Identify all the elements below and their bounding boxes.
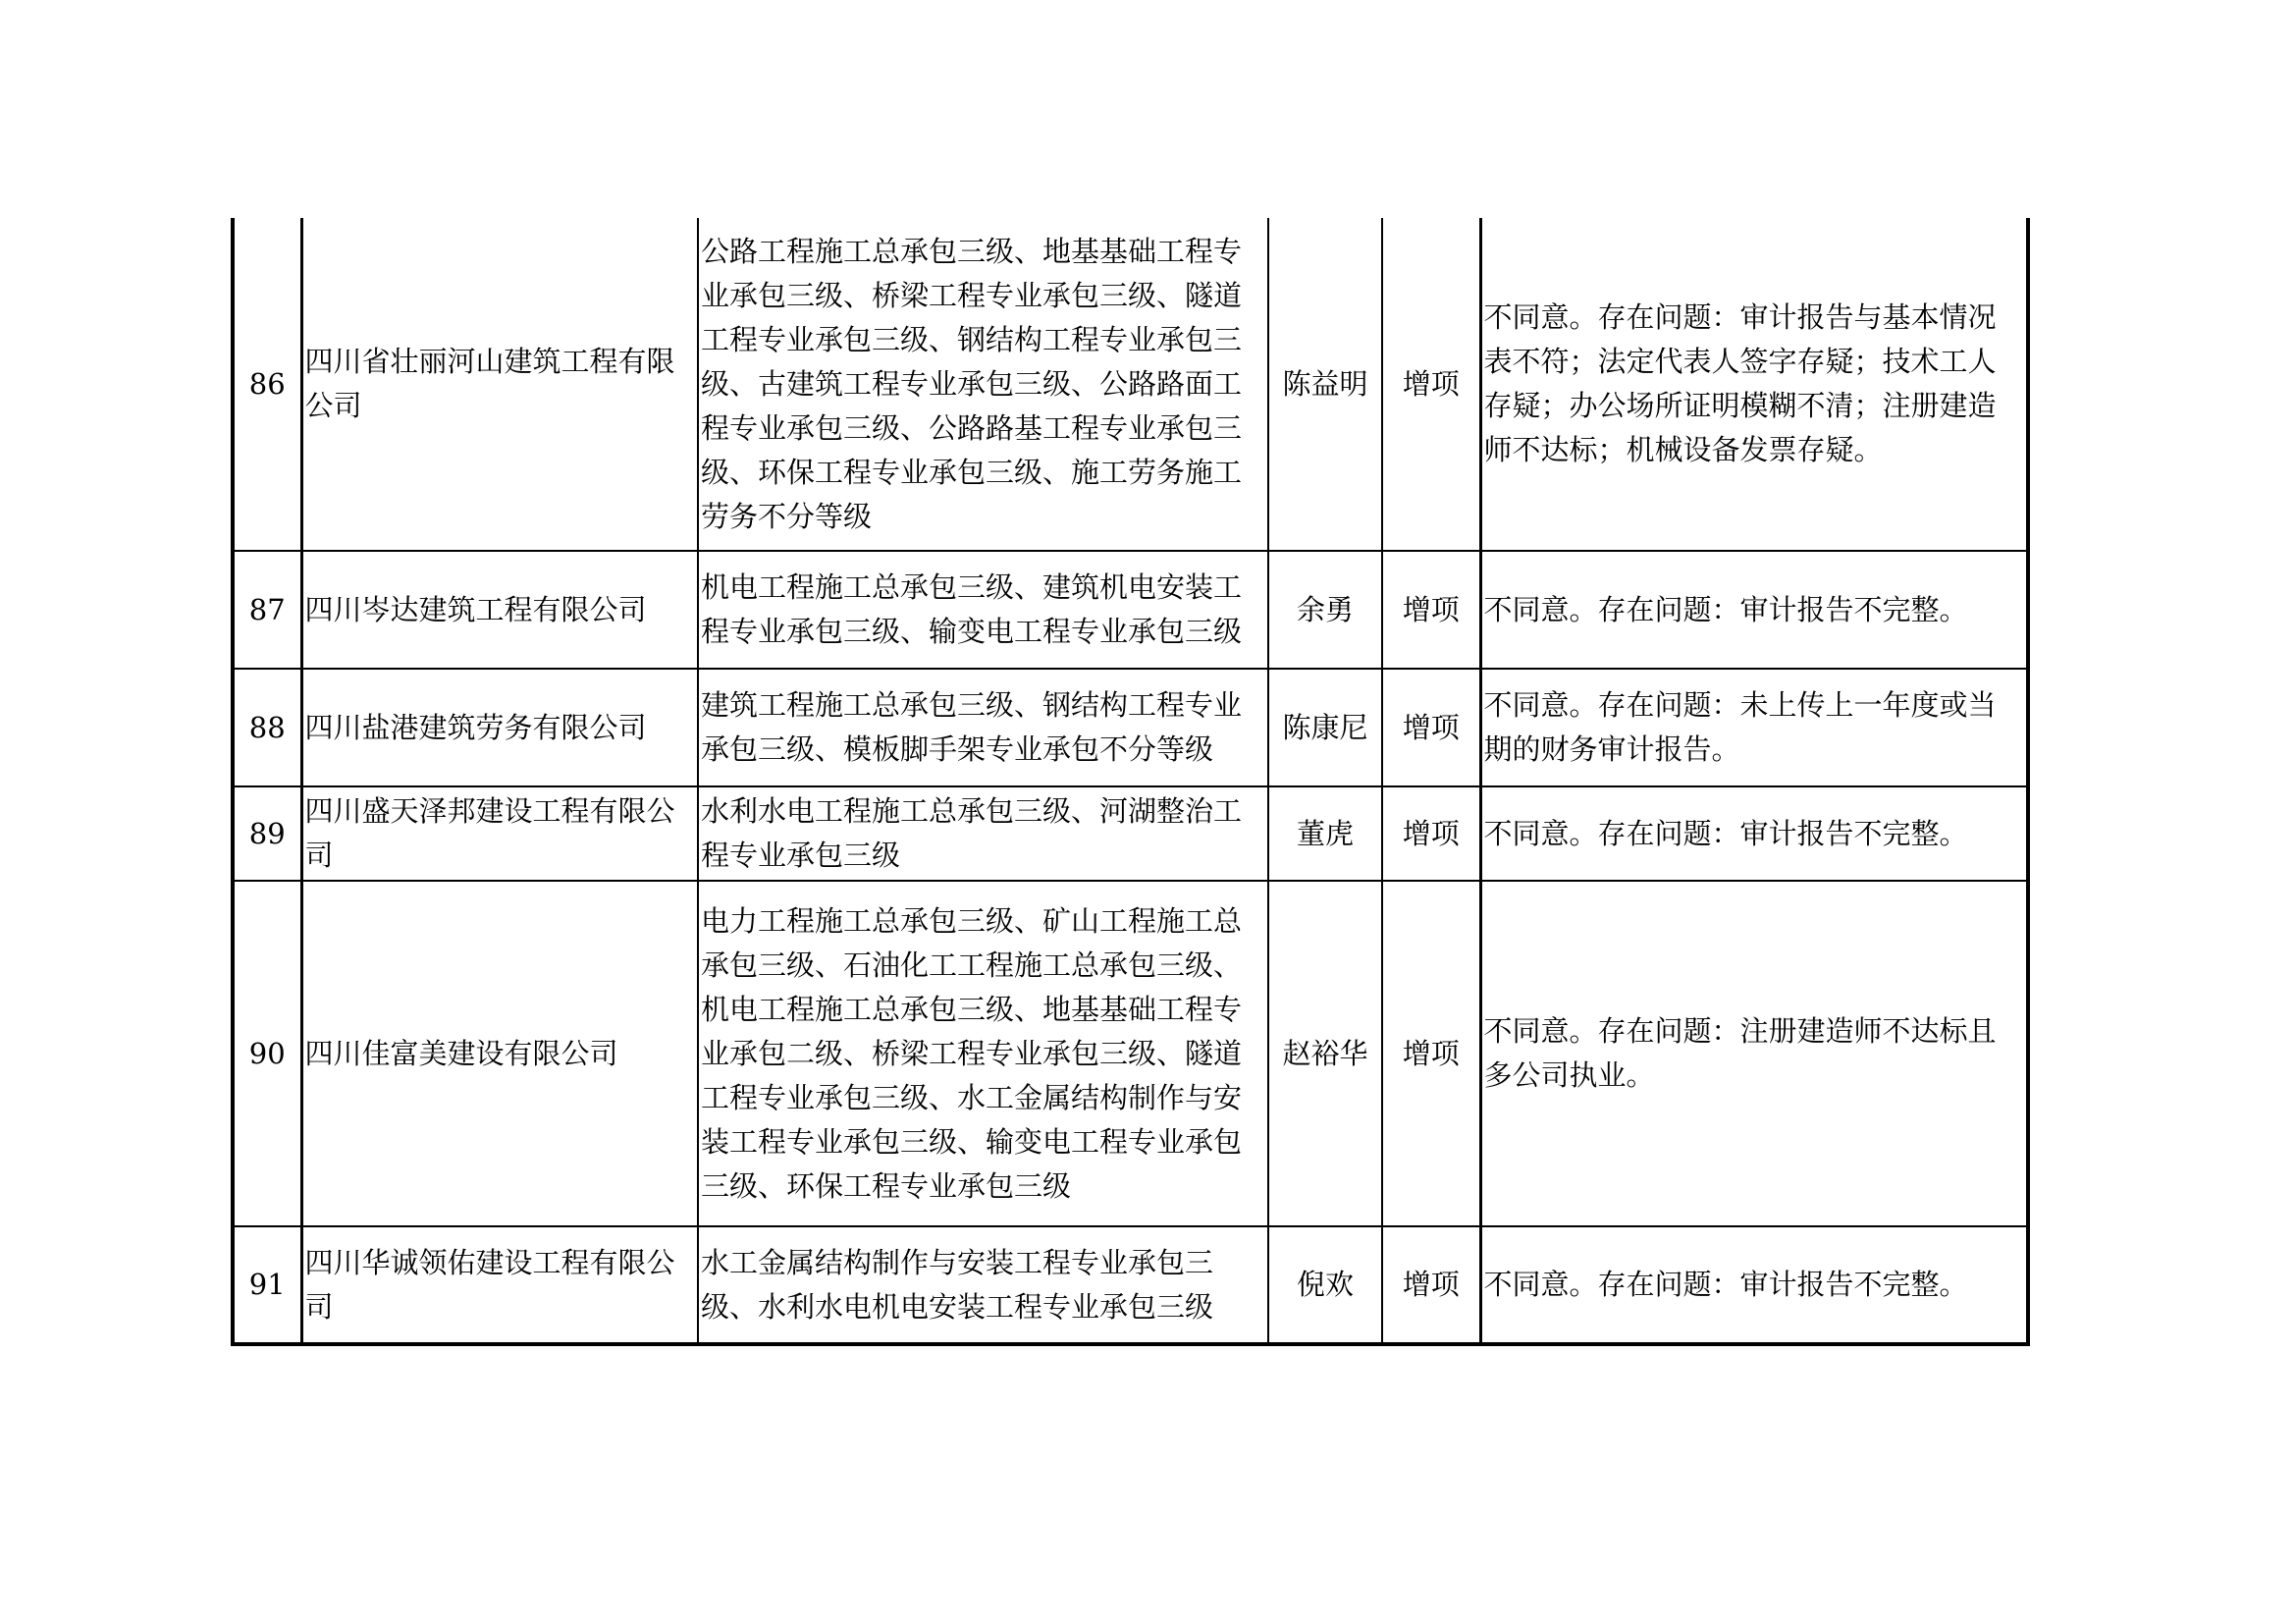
qualification-scope: 水工金属结构制作与安装工程专业承包三级、水利水电机电安装工程专业承包三级 <box>698 1226 1268 1344</box>
table-row <box>233 669 2028 786</box>
company-name: 四川盐港建筑劳务有限公司 <box>301 669 698 786</box>
application-type: 增项 <box>1382 669 1480 786</box>
legal-representative: 赵裕华 <box>1268 881 1382 1226</box>
application-type: 增项 <box>1382 218 1480 551</box>
company-name: 四川省壮丽河山建筑工程有限公司 <box>301 218 698 551</box>
review-opinion: 不同意。存在问题：未上传上一年度或当期的财务审计报告。 <box>1480 669 2028 786</box>
row-number: 91 <box>233 1226 301 1344</box>
row-number: 88 <box>233 669 301 786</box>
legal-representative: 倪欢 <box>1268 1226 1382 1344</box>
row-number: 90 <box>233 881 301 1226</box>
table-row <box>233 1226 2028 1344</box>
company-name: 四川华诚领佑建设工程有限公司 <box>301 1226 698 1344</box>
qualification-scope: 水利水电工程施工总承包三级、河湖整治工程专业承包三级 <box>698 786 1268 881</box>
qualification-scope: 公路工程施工总承包三级、地基基础工程专业承包三级、桥梁工程专业承包三级、隧道工程专业承包三级、钢结构工程专业承包三级、古建筑工程专业承包三级、公路路面工程专业承包三级、公路路基工程专业承包三级、环保工程专业承包三级、施工劳务施工劳务不分等级 <box>698 218 1268 551</box>
application-type: 增项 <box>1382 1226 1480 1344</box>
company-name: 四川岑达建筑工程有限公司 <box>301 551 698 669</box>
company-name: 四川佳富美建设有限公司 <box>301 881 698 1226</box>
qualification-scope: 建筑工程施工总承包三级、钢结构工程专业承包三级、模板脚手架专业承包不分等级 <box>698 669 1268 786</box>
legal-representative: 陈康尼 <box>1268 669 1382 786</box>
table-row <box>233 551 2028 669</box>
table-row <box>233 786 2028 881</box>
table-row <box>233 881 2028 1226</box>
review-opinion: 不同意。存在问题：审计报告与基本情况表不符；法定代表人签字存疑；技术工人存疑；办公场所证明模糊不清；注册建造师不达标；机械设备发票存疑。 <box>1480 218 2028 551</box>
legal-representative: 陈益明 <box>1268 218 1382 551</box>
company-name: 四川盛天泽邦建设工程有限公司 <box>301 786 698 881</box>
review-opinion: 不同意。存在问题：审计报告不完整。 <box>1480 1226 2028 1344</box>
table-row <box>233 218 2028 551</box>
application-type: 增项 <box>1382 786 1480 881</box>
application-type: 增项 <box>1382 551 1480 669</box>
legal-representative: 董虎 <box>1268 786 1382 881</box>
row-number: 89 <box>233 786 301 881</box>
application-type: 增项 <box>1382 881 1480 1226</box>
review-table <box>231 218 2030 1346</box>
review-opinion: 不同意。存在问题：审计报告不完整。 <box>1480 786 2028 881</box>
row-number: 87 <box>233 551 301 669</box>
qualification-scope: 电力工程施工总承包三级、矿山工程施工总承包三级、石油化工工程施工总承包三级、机电工程施工总承包三级、地基基础工程专业承包二级、桥梁工程专业承包三级、隧道工程专业承包三级、水工金属结构制作与安装工程专业承包三级、输变电工程专业承包三级、环保工程专业承包三级 <box>698 881 1268 1226</box>
qualification-scope: 机电工程施工总承包三级、建筑机电安装工程专业承包三级、输变电工程专业承包三级 <box>698 551 1268 669</box>
legal-representative: 余勇 <box>1268 551 1382 669</box>
review-opinion: 不同意。存在问题：审计报告不完整。 <box>1480 551 2028 669</box>
review-opinion: 不同意。存在问题：注册建造师不达标且多公司执业。 <box>1480 881 2028 1226</box>
row-number: 86 <box>233 218 301 551</box>
